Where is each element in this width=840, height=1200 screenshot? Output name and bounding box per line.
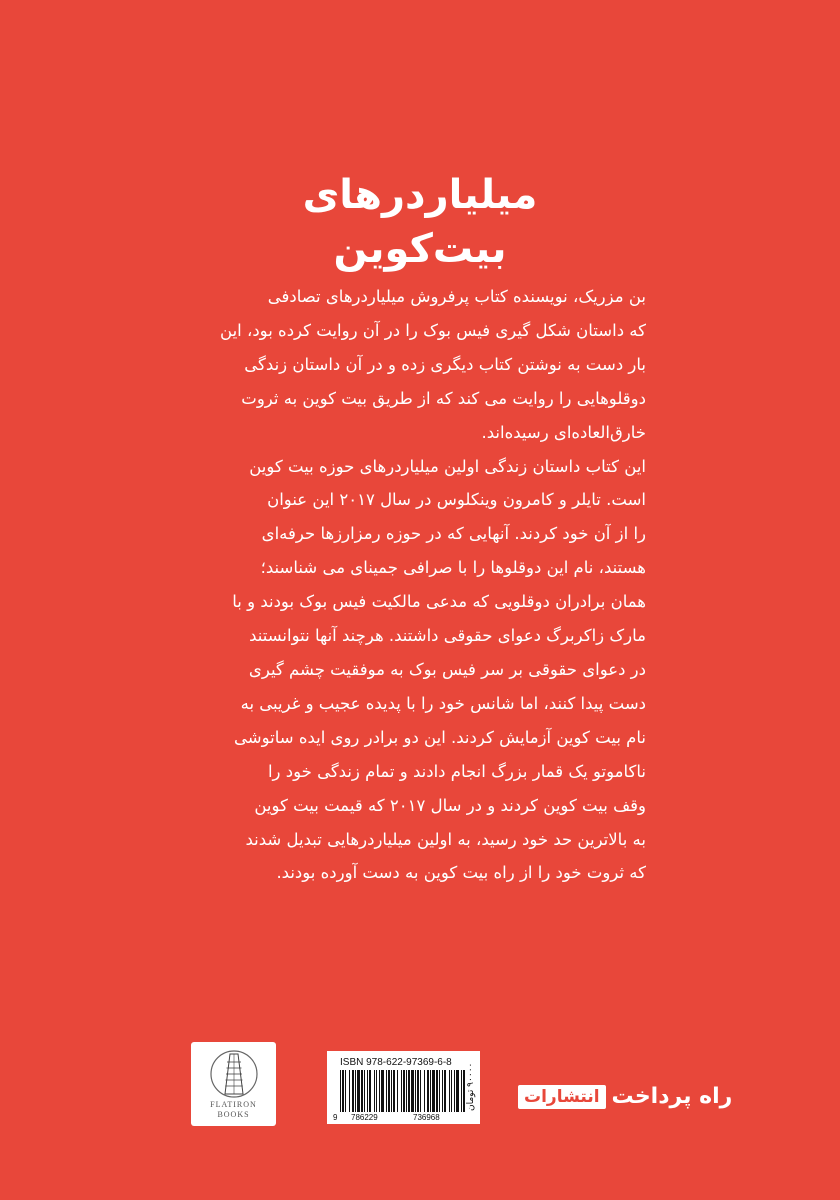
logo-line-2: BOOKS [217, 1110, 250, 1119]
text-line: وقف بیت کوین کردند و در سال ۲۰۱۷ که قیمت بیت کوین [254, 795, 646, 815]
publisher-name: راه پرداخت [611, 1084, 733, 1109]
barcode-panel [327, 1051, 480, 1124]
text-line: نام بیت کوین آزمایش کردند. این دو برادر روی ایده ساتوشی [234, 727, 646, 747]
price-label: ۹۰۰۰۰ تومان [466, 1062, 476, 1112]
barcode-digit-left: 9 [333, 1113, 338, 1122]
text-line: به بالاترین حد خود رسید، به اولین میلیاردرهایی تبدیل شدند [245, 829, 646, 849]
text-line: است. تایلر و کامرون وینکلوس در سال ۲۰۱۷ این عنوان [267, 490, 646, 510]
text-line: در دعوای حقوقی بر سر فیس بوک به موفقیت چشم گیری [248, 659, 646, 679]
logo-line-1: FLATIRON [210, 1100, 257, 1109]
title-line-2: بیت‌کوین [333, 226, 507, 272]
text-line: همان برادران دوقلویی که مدعی مالکیت فیس بوک بودند و با [232, 592, 646, 612]
text-line: این کتاب داستان زندگی اولین میلیاردرهای حوزه بیت کوین [249, 456, 646, 476]
paragraph-1 [168, 280, 646, 450]
text-line: را از آن خود کردند. آنهایی که در حوزه رمزارزها حرفه‌ای [261, 524, 646, 544]
text-line: که داستان شکل گیری فیس بوک را در آن روایت کرده بود، این [220, 320, 646, 340]
back-cover-blurb [168, 280, 646, 890]
text-line: ناکاموتو یک قمار بزرگ انجام دادند و تمام زندگی خود را [267, 761, 646, 781]
text-line: خارق‌العاده‌ای رسیده‌اند. [481, 422, 646, 442]
barcode-icon [340, 1070, 466, 1112]
flatiron-books-logo [191, 1042, 276, 1126]
text-line: مارک زاکربرگ دعوای حقوقی داشتند. هرچند آنها نتوانستند [249, 626, 646, 646]
paragraph-2 [168, 450, 646, 891]
publisher-logo [518, 1084, 732, 1109]
isbn-number: ISBN 978-622-97369-6-8 [340, 1057, 452, 1068]
text-line: دوقلوهایی را روایت می کند که از طریق بیت کوین به ثروت [241, 388, 646, 408]
book-title [0, 168, 840, 276]
flatiron-building-icon [210, 1048, 258, 1100]
barcode-digits-mid: 786229 [351, 1113, 378, 1122]
title-line-1: میلیاردرهای [302, 172, 538, 218]
barcode-digits-right: 736968 [413, 1113, 440, 1122]
text-line: بار دست به نوشتن کتاب دیگری زده و در آن داستان زندگی [244, 354, 646, 374]
text-line: که ثروت خود را از راه بیت کوین به دست آورده بودند. [276, 863, 646, 883]
publisher-label: انتشارات [518, 1085, 606, 1109]
text-line: دست پیدا کنند، اما شانس خود را با پدیده عجیب و غریبی به [240, 693, 646, 713]
text-line: هستند، نام این دوقلوها را با صرافی جمینای می شناسند؛ [260, 558, 646, 578]
text-line: بن مزریک، نویسنده کتاب پرفروش میلیاردرهای تصادفی [267, 287, 646, 306]
